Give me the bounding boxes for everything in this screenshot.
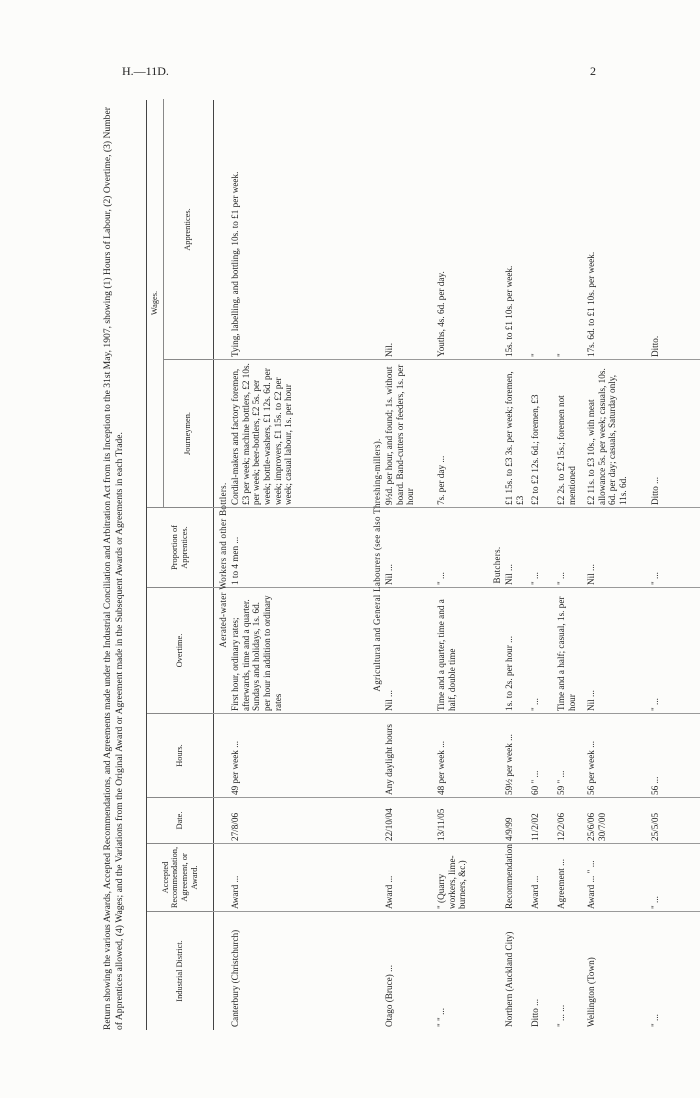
cell-journeymen: £2 11s. to £3 10s., with meat allowance 5s. per week; casuals, 10s. 6d. per day; casuals, Saturday only, 11s. 6d. bbox=[586, 368, 629, 505]
cell-hours: 59 " ... bbox=[556, 770, 566, 795]
col-date-header: Date. bbox=[147, 798, 213, 844]
cell-apprentices: 17s. 6d. to £1 10s. per week. bbox=[586, 251, 596, 357]
cell-kind: " (Quarry workers, lime-burners, &c.) bbox=[436, 855, 468, 909]
cell-date: 22/10/04 bbox=[384, 808, 394, 841]
section-heading: Butchers. bbox=[492, 546, 502, 584]
table-header bbox=[146, 100, 214, 1030]
cell-proportion: Nil ... bbox=[586, 564, 596, 585]
return-title: Return showing the various Awards, Accepted Recommendations, and Agreements made under the Industrial Conciliation and Arbitration Act from its Inception to the 31st May, 1907, showing (1) Hours of Labour, (2) Overtime, (3) Number of Apprentices allowed, (4) Wages; and the Variations from the Original Award or Agreement made in the Subsequent Awards or Agreements in each Trade. bbox=[102, 107, 125, 1030]
cell-kind: Award ... bbox=[384, 875, 394, 909]
cell-hours: 56 per week ... bbox=[586, 740, 596, 795]
cell-overtime: Time and a quarter, time and a half, double time bbox=[436, 599, 457, 711]
cell-hours: 56 ... bbox=[650, 776, 660, 795]
cell-hours: 59½ per week ... bbox=[504, 734, 514, 795]
col-wages-header: Wages. bbox=[147, 99, 164, 508]
cell-kind: " ... bbox=[650, 896, 660, 909]
cell-district: " ... bbox=[650, 1014, 660, 1027]
col-district-header: Industrial District. bbox=[175, 940, 185, 1002]
col-journeymen-header: Journeymen. bbox=[163, 360, 213, 508]
cell-hours: 60 " ... bbox=[530, 770, 540, 795]
cell-kind: Award ... bbox=[230, 875, 240, 909]
cell-kind: Award ... " ... bbox=[586, 860, 596, 909]
document-code: H.—11D. bbox=[122, 64, 169, 78]
cell-apprentices: Youths, 4s. 6d. per day. bbox=[436, 271, 446, 357]
cell-district: Northern (Auckland City) bbox=[504, 931, 514, 1027]
cell-proportion: Nil ... bbox=[504, 564, 514, 585]
cell-kind: Recommendation bbox=[504, 844, 514, 909]
col-apprentices-header: Apprentices. bbox=[163, 100, 213, 360]
cell-journeymen: 7s. per day ... bbox=[436, 455, 446, 505]
cell-kind: Award ... bbox=[530, 875, 540, 909]
cell-kind: Agreement ... bbox=[556, 858, 566, 909]
col-divider bbox=[212, 797, 700, 798]
cell-overtime: First hour, ordinary rates; afterwards, time and a quarter. Sundays and holidays, 1s. 6d. per hour in addition to ordinary rates bbox=[230, 595, 283, 711]
cell-proportion: Nil ... bbox=[384, 564, 394, 585]
cell-journeymen: £1 15s. to £3 3s. per week; foremen, £3 bbox=[504, 371, 525, 505]
cell-district: Ditto ... bbox=[530, 998, 540, 1027]
col-kind-header: Accepted Recommendation, Agreement, or Award. bbox=[147, 844, 213, 912]
cell-date: 25/5/05 bbox=[650, 812, 660, 841]
cell-overtime: " ... bbox=[650, 698, 660, 711]
cell-date: 12/2/06 bbox=[556, 812, 566, 841]
cell-proportion: " ... bbox=[436, 572, 446, 585]
cell-overtime: 1s. to 2s. per hour ... bbox=[504, 635, 514, 711]
cell-proportion: " ... bbox=[530, 572, 540, 585]
section-heading: Aerated-water Workers and other Bottlers. bbox=[218, 482, 228, 648]
cell-district: " " ... bbox=[436, 1008, 446, 1027]
cell-overtime: Time and a half; casual, 1s. per hour bbox=[556, 596, 577, 711]
cell-journeymen: 9½d. per hour, and found; 1s. without board. Band-cutters or feeders, 1s. per hour bbox=[384, 364, 416, 505]
cell-journeymen: Ditto ... bbox=[650, 476, 660, 505]
cell-hours: Any daylight hours bbox=[384, 724, 394, 795]
col-proportion-header: Proportion of Apprentices. bbox=[147, 508, 213, 588]
section-heading: Agricultural and General Labourers (see also Threshing-millers). bbox=[372, 438, 382, 692]
cell-district: " ... ... bbox=[556, 1004, 566, 1027]
cell-date: 27/8/06 bbox=[230, 812, 240, 841]
cell-district: Wellington (Town) bbox=[586, 957, 596, 1027]
cell-district: Otago (Bruce) ... bbox=[384, 965, 394, 1027]
cell-proportion: " ... bbox=[556, 572, 566, 585]
cell-apprentices: Tying, labelling, and bottling, 10s. to £1 per week. bbox=[230, 171, 240, 357]
cell-hours: 48 per week ... bbox=[436, 740, 446, 795]
cell-overtime: Nil ... bbox=[384, 690, 394, 711]
cell-district: Canterbury (Christchurch) bbox=[230, 929, 240, 1027]
cell-apprentices: Ditto. bbox=[650, 335, 660, 357]
cell-date: 11/2/02 bbox=[530, 813, 540, 841]
page-number: 2 bbox=[590, 64, 596, 78]
cell-apprentices: 15s. to £1 10s. per week. bbox=[504, 265, 514, 357]
rotated-return-table bbox=[102, 100, 682, 1030]
cell-apprentices: " bbox=[556, 353, 566, 357]
cell-journeymen: £2 to £2 12s. 6d.; foremen, £3 bbox=[530, 394, 540, 505]
cell-journeymen: £2 2s. to £2 15s.; foremen not mentioned bbox=[556, 395, 577, 505]
cell-proportion: 1 to 4 men ... bbox=[230, 536, 240, 585]
cell-hours: 49 per week ... bbox=[230, 740, 240, 795]
cell-apprentices: Nil. bbox=[384, 342, 394, 357]
cell-journeymen: Cordial-makers and factory foremen, £3 per week; machine bottlers, £2 10s. per week; beer-bottlers, £2 5s. per week; bottle-washers, £1 12s. 6d. per week; improvers, £1 15s. to £2 per week; casual labour, 1s. per hour bbox=[230, 363, 294, 505]
cell-date: 13/11/05 bbox=[436, 808, 446, 841]
col-overtime-header: Overtime. bbox=[147, 588, 213, 714]
cell-proportion: " ... bbox=[650, 572, 660, 585]
col-hours-header: Hours. bbox=[147, 714, 213, 798]
cell-date: 4/9/99 bbox=[504, 817, 514, 841]
cell-apprentices: " bbox=[530, 353, 540, 357]
cell-overtime: Nil ... bbox=[586, 690, 596, 711]
cell-date: 25/6/06 30/7/00 bbox=[586, 812, 607, 841]
cell-overtime: " ... bbox=[530, 698, 540, 711]
